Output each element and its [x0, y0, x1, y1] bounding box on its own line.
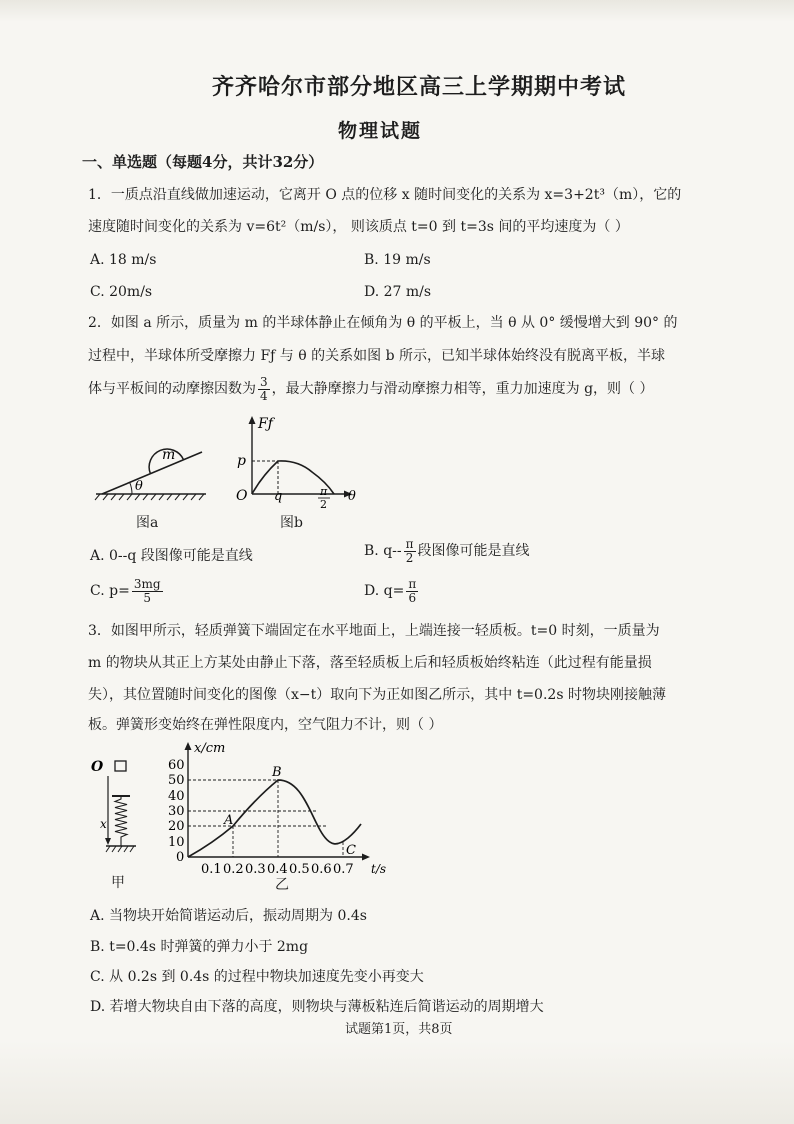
q2-option-d-fraction [406, 578, 418, 604]
fj-x-label: x [100, 817, 107, 831]
yi-point-b: B [272, 765, 282, 780]
q3-option-d: D. 若增大物块自由下落的高度，则物块与薄板粘连后简谐运动的周期增大 [90, 999, 544, 1015]
section-heading: 一、单选题（每题4分，共计32分） [82, 153, 324, 171]
figure-jia-caption: 甲 [111, 875, 125, 891]
fraction-numerator: 3mg [133, 577, 161, 591]
q2-option-b-text-end: 段图像可能是直线 [417, 543, 530, 560]
fb-q-label: q [274, 489, 283, 504]
yi-x-tick-0.1: 0.1 [201, 862, 222, 877]
page-footer: 试题第1页，共8页 [345, 1022, 453, 1037]
q1-line1: 1．一质点沿直线做加速运动，它离开 O 点的位移 x 随时间变化的关系为 x=3+2t³（m），它的 [88, 187, 682, 203]
q2-option-c [90, 578, 165, 604]
figure-jia-spring [88, 754, 144, 866]
exam-title: 齐齐哈尔市部分地区高三上学期期中考试 [212, 74, 627, 100]
fb-y-label: Fƒ [258, 416, 273, 432]
figure-yi-caption: 乙 [275, 877, 289, 893]
q2-option-b-fraction [404, 538, 416, 564]
figure-a-caption: 图a [136, 515, 159, 531]
yi-y-arrow [185, 742, 192, 750]
fraction-denominator: 2 [405, 550, 414, 565]
q1-option-d: D. 27 m/s [364, 284, 432, 300]
fb-theta-label: θ [348, 489, 356, 504]
exam-subtitle: 物理试题 [338, 120, 423, 142]
q1-option-a: A. 18 m/s [90, 252, 157, 268]
fj-x-arrow [105, 838, 111, 845]
q3-option-a: A. 当物块开始简谐运动后，振动周期为 0.4s [90, 908, 367, 924]
q1-option-c: C. 20m/s [90, 284, 153, 300]
fraction-numerator: π [405, 537, 414, 551]
q2-option-c-text: C. p= [90, 583, 130, 600]
ground-hatch [95, 494, 204, 500]
q2-line3-text: 体与平板间的动摩擦因数为 [88, 381, 256, 398]
yi-y-tick-40: 40 [168, 789, 185, 804]
yi-point-c: C [346, 843, 356, 858]
position-curve [188, 780, 361, 857]
q3-line4: 板。弹簧形变始终在弹性限度内，空气阻力不计，则（ ） [88, 717, 443, 733]
q2-option-d [364, 578, 420, 604]
q3-line1: 3．如图甲所示，轻质弹簧下端固定在水平地面上，上端连接一轻质板。t=0 时刻，一质量为 [88, 623, 660, 639]
fraction-denominator: 5 [143, 590, 151, 605]
yi-x-tick-0.6: 0.6 [311, 862, 332, 877]
q2-line2: 过程中，半球体所受摩擦力 Fƒ 与 θ 的关系如图 b 所示，已知半球体始终没有脱离平板，半球 [88, 348, 665, 364]
fj-origin-label: O [91, 759, 104, 775]
yi-x-tick-0.4: 0.4 [267, 862, 288, 877]
q2-line3-text-end: ，最大静摩擦力与滑动摩擦力相等，重力加速度为 g，则（ ） [271, 381, 654, 398]
yi-y-tick-60: 60 [168, 758, 185, 773]
fb-y-arrow [249, 416, 256, 424]
yi-y-tick-20: 20 [168, 819, 185, 834]
q1-option-b: B. 19 m/s [364, 252, 431, 268]
mass-label: m [162, 447, 176, 463]
fb-p-label: p [237, 453, 246, 469]
q3-line2: m 的物块从其正上方某处由静止下落，落至轻质板上后和轻质板始终粘连（此过程有能量损 [88, 655, 652, 671]
figure-b-caption: 图b [280, 515, 303, 531]
yi-point-a: A [224, 813, 234, 828]
yi-x-label: t/s [371, 862, 387, 876]
fb-two-label: 2 [320, 498, 327, 508]
falling-block [115, 761, 126, 771]
fraction-denominator: 4 [260, 388, 268, 403]
q3-line3: 失），其位置随时间变化的图像（x−t）取向下为正如图乙所示，其中 t=0.2s 时物块刚接触薄 [88, 687, 666, 703]
yi-x-arrow [362, 854, 370, 861]
spring-coil [115, 796, 127, 846]
yi-x-tick-0.5: 0.5 [289, 862, 310, 877]
yi-y-tick-10: 10 [168, 835, 185, 850]
q3-option-c: C. 从 0.2s 到 0.4s 的过程中物块加速度先变小再变大 [90, 969, 424, 985]
q2-line1: 2．如图 a 所示，质量为 m 的半球体静止在倾角为 θ 的平板上，当 θ 从 0° 缓慢增大到 90° 的 [88, 315, 678, 331]
yi-y-tick-0: 0 [176, 850, 185, 865]
q2-option-a: A. 0--q 段图像可能是直线 [90, 548, 253, 564]
fj-ground-hatch [106, 846, 134, 852]
q1-line2: 速度随时间变化的关系为 v=6t²（m/s）， 则该质点 t=0 到 t=3s 间的平均速度为（ ） [88, 219, 629, 235]
yi-x-tick-0.3: 0.3 [245, 862, 266, 877]
scan-shadow-bottom [0, 1040, 794, 1124]
yi-y-tick-30: 30 [168, 804, 185, 819]
figure-yi-xt-graph [158, 738, 398, 878]
scan-shadow-top [0, 0, 794, 22]
q2-option-b [364, 538, 530, 564]
fb-pi-label: π [320, 485, 328, 498]
fb-origin-label: O [236, 488, 248, 504]
yi-x-tick-0.2: 0.2 [223, 862, 244, 877]
figure-a [92, 428, 212, 502]
yi-y-label: x/cm [194, 741, 226, 756]
q3-option-b: B. t=0.4s 时弹簧的弹力小于 2mg [90, 939, 309, 955]
fraction-denominator: 6 [408, 590, 417, 605]
fraction-numerator: π [408, 577, 417, 591]
angle-arc [130, 482, 132, 494]
theta-label: θ [135, 479, 143, 494]
q2-option-c-fraction [132, 578, 163, 604]
fraction-numerator: 3 [260, 375, 268, 389]
figure-b [232, 412, 368, 508]
q2-option-d-text: D. q= [364, 583, 405, 600]
q2-option-b-text: B. q-- [364, 543, 402, 560]
friction-coefficient-fraction [258, 376, 270, 402]
yi-x-tick-0.7: 0.7 [333, 862, 354, 877]
yi-y-tick-50: 50 [168, 773, 185, 788]
q2-line3 [88, 376, 654, 402]
